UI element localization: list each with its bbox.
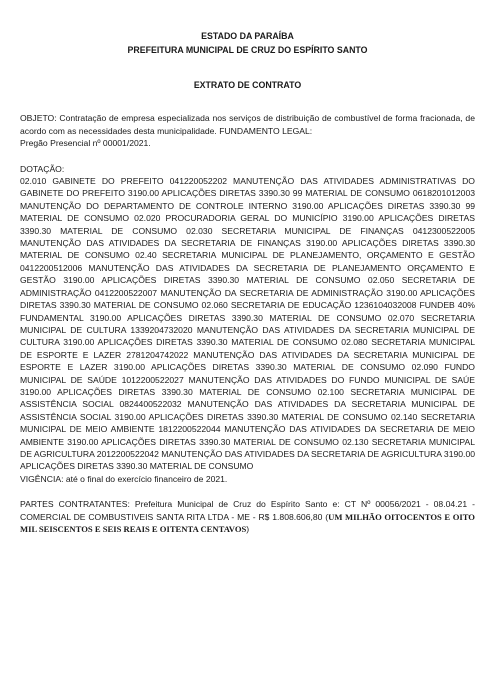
document-page xyxy=(20,30,475,535)
dotacao-body: 02.010 GABINETE DO PREFEITO 041220052202 MANUTENÇÃO DAS ATIVIDADES ADMINISTRATIVAS DO GABINETE DO PREFEITO 3190.00 APLICAÇÕES DIRETAS 3390.30 99 MATERIAL DE CONSUMO 0618201012003 MANUTENÇÃO DO DEPARTAMENTO DE CONTROLE INTERNO 3190.00 APLICAÇÕES DIRETAS 3390.30 99 MATERIAL DE CONSUMO 02.020 PROCURADORIA GERAL DO MUNICÍPIO 3190.00 APLICAÇÕES DIRETAS 3390.30 MATERIAL DE CONSUMO 02.030 SECRETARIA MUNICIPAL DE FINANÇAS 0412300522005 MANUTENÇÃO DAS ATIVIDADES DA SECRETARIA DE FINANÇAS 3190.00 APLICAÇÕES DIRETAS 3390.30 MATERIAL DE CONSUMO 02.40 SECRETARIA MUNICIPAL DE PLANEJAMENTO, ORÇAMENTO E GESTÃO 0412200512006 MANUTENÇÃO DAS ATIVIDADES DA SECRETARIA DE PLANEJAMENTO ORÇAMENTO E GESTÃO 3190.00 APLICAÇÕES DIRETAS 3390.30 MATERIAL DE CONSUMO 02.050 SECRETARIA DE ADMINISTRAÇÃO 0412200522007 MANUTENÇÃO DA SECRETARIA DE ADMINISTRAÇÃO 3190.00 APLICAÇÕES DIRETAS 3390.30 MATERIAL DE CONSUMO 02.060 SECRETARIA DE EDUCAÇÃO 1236104032008 FUNDEB 40% FUNDAMENTAL 3190.00 APLICAÇÕES DIRETAS 3390.30 MATERIAL DE CONSUMO 02.070 SECRETARIA MUNICIPAL DE CULTURA 1339204732020 MANUTENÇÃO DAS ATIVIDADES DA SECRETARIA MUNICIPAL DE CULTURA 3190.00 APLICAÇÕES DIRETAS 3390.30 MATERIAL DE CONSUMO 02.080 SECRETARIA MUNICIPAL DE ESPORTE E LAZER 2781204742022 MANUTENÇÃO DAS ATIVIDADES DA SECRETARIA MUNICIPAL DE ESPORTE E LAZER 3190.00 APLICAÇÕES DIRETAS 3390.30 MATERIAL DE CONSUMO 02.090 FUNDO MUNICIPAL DE SAÚDE 1012200522027 MANUTENÇÃO DAS ATIVIDADES DO FUNDO MUNICIPAL DE SAÚE 3190.00 APLICAÇÕES DIRETAS 3390.30 MATERIAL DE CONSUMO 02.100 SECRETARIA MUNICIPAL DE ASSISTÊNCIA SOCIAL 0824400522032 MANUTENÇÃO DAS ATIVIDADES DA SECRETARIA MUNICIPAL DE ASSISTÊNCIA SOCIAL 3190.00 APLICAÇÕES DIRETAS 3390.30 MATERIAL DE CONSUMO 02.140 SECRETARIA MUNICIPAL DE MEIO AMBIENTE 1812200522044 MANUTENÇÃO DAS ATIVIDADES DA SECRETARIA DE MEIO AMBIENTE 3190.00 APLICAÇÕES DIRETAS 3390.30 MATERIAL DE CONSUMO 02.130 SECRETARIA MUNICIPAL DE AGRICULTURA 2012200522042 MANUTENÇÃO DAS ATIVIDADES DA SECRETARIA DE AGRICULTURA 3190.00 APLICAÇÕES DIRETAS 3390.30 MATERIAL DE CONSUMO xyxy=(20,176,475,472)
contract-amount-words: UM MILHÃO OITOCENTOS E OITO MIL SEISCENTOS E SEIS REAIS E OITENTA CENTAVOS xyxy=(20,511,475,534)
header-municipality: PREFEITURA MUNICIPAL DE CRUZ DO ESPÍRITO SANTO xyxy=(127,44,368,55)
document-title: EXTRATO DE CONTRATO xyxy=(193,80,302,90)
dotacao-label: DOTAÇÃO: xyxy=(20,163,65,174)
vigencia: VIGÊNCIA: até o final do exercício financeiro de 2021. xyxy=(20,473,228,484)
fundamento-legal: Pregão Presencial nº 00001/2021. xyxy=(20,138,151,149)
partes-contratantes xyxy=(20,498,475,535)
objeto-paragraph: OBJETO: Contratação de empresa especializada nos serviços de distribuição de combustível de forma fracionada, de acordo com as necessidades desta municipalidade. FUNDAMENTO LEGAL: xyxy=(20,113,475,136)
partes-text: PARTES CONTRATANTES: Prefeitura Municipal de Cruz do Espírito Santo e: CT Nº 00056/2021 - 08.04.21 - COMERCIAL DE COMBUSTIVEIS SANTA RITA LTDA - ME - R$ 1.808.606,80 ( xyxy=(20,499,475,522)
header-state: ESTADO DA PARAÍBA xyxy=(201,31,294,41)
partes-close: ) xyxy=(246,524,250,534)
